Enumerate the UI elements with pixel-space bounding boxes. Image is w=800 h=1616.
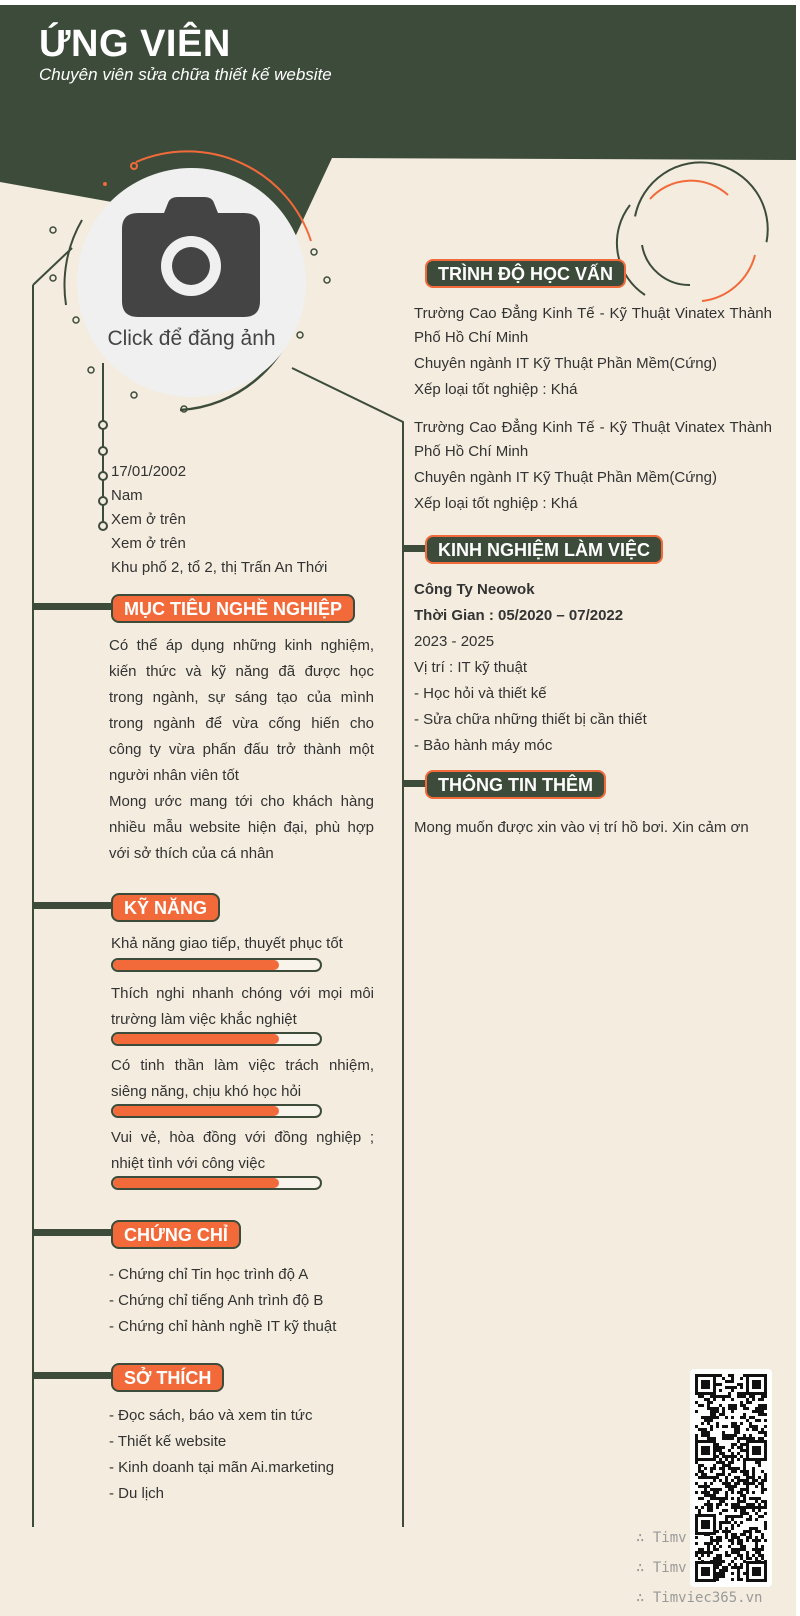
qr-code [690, 1369, 772, 1587]
certificate-item: - Chứng chỉ tiếng Anh trình độ B [109, 1292, 324, 1309]
skill-progress-fill [113, 1106, 279, 1116]
objective-paragraph: Mong ước mang tới cho khách hàng nhiều mẫu website hiện đại, phù hợp với sở thích của cá nhân [109, 793, 374, 862]
work-duty: - Bảo hành máy móc [414, 737, 553, 754]
section-connector [33, 1372, 113, 1379]
certificate-item: - Chứng chỉ Tin học trình độ A [109, 1266, 309, 1283]
education-grade: Xếp loại tốt nghiệp : Khá [414, 495, 578, 512]
hobby-item: - Thiết kế website [109, 1433, 227, 1450]
work-years: 2023 - 2025 [414, 633, 495, 650]
experience-heading: KINH NGHIỆM LÀM VIỆC [425, 535, 663, 564]
watermark-line: ∴ Timviec365.vn [636, 1590, 763, 1606]
hobbies-heading: SỞ THÍCH [111, 1363, 224, 1392]
skill-label: Thích nghi nhanh chóng với mọi môi trường làm việc khắc nghiệt [111, 985, 374, 1028]
section-connector [403, 545, 427, 552]
objective-heading: MỤC TIÊU NGHỀ NGHIỆP [111, 594, 355, 623]
section-connector [33, 902, 113, 909]
certificate-item: - Chứng chỉ hành nghề IT kỹ thuật [109, 1318, 337, 1335]
skill-progress-fill [113, 960, 279, 970]
certificates-list [109, 1262, 374, 1340]
skill-progress-bar [111, 958, 322, 972]
address: Khu phố 2, tổ 2, thị Trấn An Thới [111, 559, 328, 576]
education-school: Trường Cao Đẳng Kinh Tế - Kỹ Thuật Vinatex Thành Phố Hồ Chí Minh [414, 419, 772, 460]
skill-progress-fill [113, 1034, 279, 1044]
section-connector [403, 780, 427, 787]
certificates-heading: CHỨNG CHỈ [111, 1220, 241, 1249]
hobby-item: - Đọc sách, báo và xem tin tức [109, 1407, 313, 1424]
work-duty: - Học hỏi và thiết kế [414, 685, 547, 702]
skill-label: Khả năng giao tiếp, thuyết phục tốt [111, 935, 343, 952]
watermark-line: ∴ Timv [636, 1530, 687, 1546]
watermark-line: ∴ Timv [636, 1560, 687, 1576]
work-period: Thời Gian : 05/2020 – 07/2022 [414, 607, 624, 624]
work-position: Vị trí : IT kỹ thuật [414, 659, 528, 676]
hobbies-list [109, 1403, 374, 1507]
section-connector [33, 603, 113, 610]
skill-progress-bar [111, 1104, 322, 1118]
job-title: Chuyên viên sửa chữa thiết kế website [39, 65, 332, 84]
additional-info-heading: THÔNG TIN THÊM [425, 770, 606, 799]
education-major: Chuyên ngành IT Kỹ Thuật Phần Mềm(Cứng) [414, 355, 717, 372]
birthday: 17/01/2002 [111, 463, 187, 480]
camera-icon [122, 197, 260, 317]
education-school: Trường Cao Đẳng Kinh Tế - Kỹ Thuật Vinatex Thành Phố Hồ Chí Minh [414, 305, 772, 346]
upload-photo-label[interactable]: Click để đăng ảnh [107, 327, 276, 350]
phone: Xem ở trên [111, 511, 186, 528]
section-connector [33, 1229, 113, 1236]
candidate-name: ỨNG VIÊN [39, 23, 231, 65]
skill-progress-fill [113, 1178, 279, 1188]
experience-entry [414, 578, 772, 758]
skills-heading: KỸ NĂNG [111, 893, 220, 922]
qr-code-pattern [695, 1374, 767, 1582]
education-entry [414, 302, 772, 402]
skill-progress-bar [111, 1032, 322, 1046]
education-entry [414, 416, 772, 516]
skill-progress-bar [111, 1176, 322, 1190]
objective-paragraph: Có thể áp dụng những kinh nghiệm, kiến thức và kỹ năng đã được học trong ngành, sự sáng tạo của mình trong ngành để vừa cống hiến cho công ty vừa phấn đấu trở thành một người nhân viên tốt [109, 637, 374, 784]
hobby-item: - Kinh doanh tại mãn Ai.marketing [109, 1459, 335, 1476]
hobby-item: - Du lịch [109, 1485, 165, 1502]
personal-info [111, 460, 327, 580]
gender: Nam [111, 487, 143, 504]
skill-label: Có tinh thần làm việc trách nhiệm, siêng năng, chịu khó học hỏi [111, 1057, 374, 1100]
skill-label: Vui vẻ, hòa đồng với đồng nghiệp ; nhiệt tình với công việc [111, 1129, 374, 1172]
education-major: Chuyên ngành IT Kỹ Thuật Phần Mềm(Cứng) [414, 469, 717, 486]
company-name: Công Ty Neowok [414, 581, 535, 598]
objective-text [109, 633, 374, 867]
additional-info-text: Mong muốn được xin vào vị trí hồ bơi. Xin cảm ơn [414, 819, 749, 836]
work-duty: - Sửa chữa những thiết bị cần thiết [414, 711, 647, 728]
cv-page [0, 5, 796, 1616]
avatar-upload[interactable] [77, 168, 306, 397]
email: Xem ở trên [111, 535, 186, 552]
education-grade: Xếp loại tốt nghiệp : Khá [414, 381, 578, 398]
education-heading: TRÌNH ĐỘ HỌC VẤN [425, 259, 626, 288]
